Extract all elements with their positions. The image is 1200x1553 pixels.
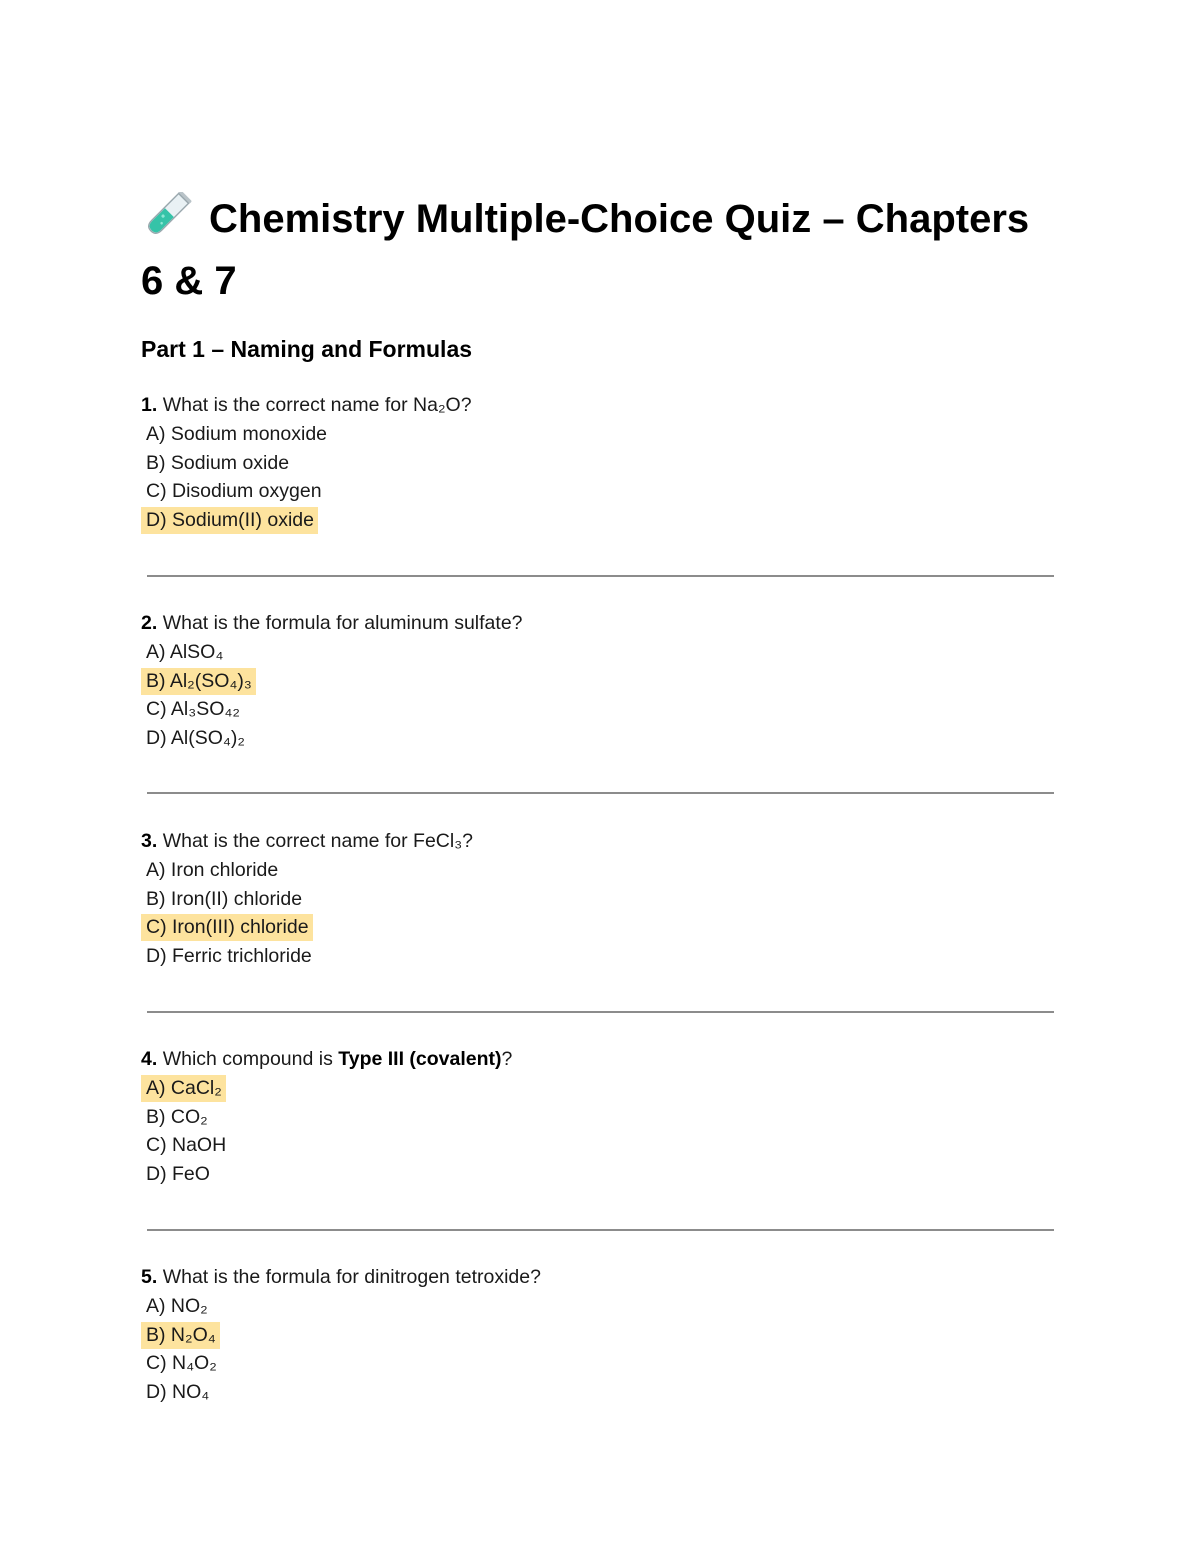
option-c: C) Al₃SO₄₂ — [146, 698, 240, 721]
option-b: B) Iron(II) chloride — [146, 887, 303, 910]
option-a: A) Iron chloride — [146, 859, 279, 881]
question-emphasis: Type III (covalent) — [338, 1048, 502, 1070]
option-a: A) Sodium monoxide — [146, 423, 328, 445]
question-number: 5. — [141, 1266, 158, 1288]
question-4 — [141, 1045, 1061, 1189]
option-a-highlighted: A) CaCl₂ — [141, 1074, 1061, 1103]
divider — [147, 792, 1054, 794]
option-d: D) Al(SO₄)₂ — [146, 727, 245, 750]
divider — [147, 1229, 1054, 1231]
option-a: A) AlSO₄ — [146, 641, 224, 663]
option-b: B) Sodium oxide — [146, 451, 290, 474]
question-text: What is the formula for aluminum sulfate? — [162, 612, 523, 634]
question-3 — [141, 827, 1061, 971]
test-tube-icon — [141, 192, 195, 236]
quiz-title — [141, 188, 1041, 312]
option-b: B) CO₂ — [146, 1105, 208, 1128]
question-prompt — [141, 609, 1061, 638]
option-a: A) NO₂ — [146, 1295, 208, 1317]
question-prompt — [141, 1263, 1061, 1292]
question-2 — [141, 609, 1061, 753]
question-1 — [141, 391, 1061, 535]
option-d-highlighted: D) Sodium(II) oxide — [141, 506, 1061, 535]
option-c: C) Disodium oxygen — [146, 480, 322, 503]
option-b-highlighted: B) Al₂(SO₄)₃ — [141, 667, 1061, 696]
question-number: 1. — [141, 394, 158, 416]
question-number: 4. — [141, 1048, 158, 1070]
question-text: What is the formula for dinitrogen tetroxide? — [162, 1266, 541, 1288]
divider — [147, 1011, 1054, 1013]
question-5 — [141, 1263, 1061, 1407]
option-c: C) NaOH — [146, 1134, 227, 1157]
part-heading: Part 1 – Naming and Formulas — [141, 336, 473, 362]
option-d: D) Ferric trichloride — [146, 945, 312, 968]
option-d: D) NO₄ — [146, 1381, 210, 1404]
option-d: D) FeO — [146, 1163, 210, 1186]
question-number: 3. — [141, 830, 158, 852]
option-c: C) N₄O₂ — [146, 1352, 217, 1375]
divider — [147, 575, 1054, 577]
question-prompt — [141, 1045, 1061, 1074]
question-text: What is the correct name for FeCl₃? — [162, 830, 473, 852]
question-number: 2. — [141, 612, 158, 634]
question-prompt — [141, 827, 1061, 856]
question-prompt — [141, 391, 1061, 420]
question-text: Which compound is Type III (covalent)? — [162, 1048, 513, 1070]
option-b-highlighted: B) N₂O₄ — [141, 1321, 1061, 1350]
option-c-highlighted: C) Iron(III) chloride — [141, 913, 1061, 942]
quiz-title-text: Chemistry Multiple-Choice Quiz – Chapters 6 & 7 — [141, 197, 1030, 303]
question-text: What is the correct name for Na₂O? — [162, 394, 472, 416]
